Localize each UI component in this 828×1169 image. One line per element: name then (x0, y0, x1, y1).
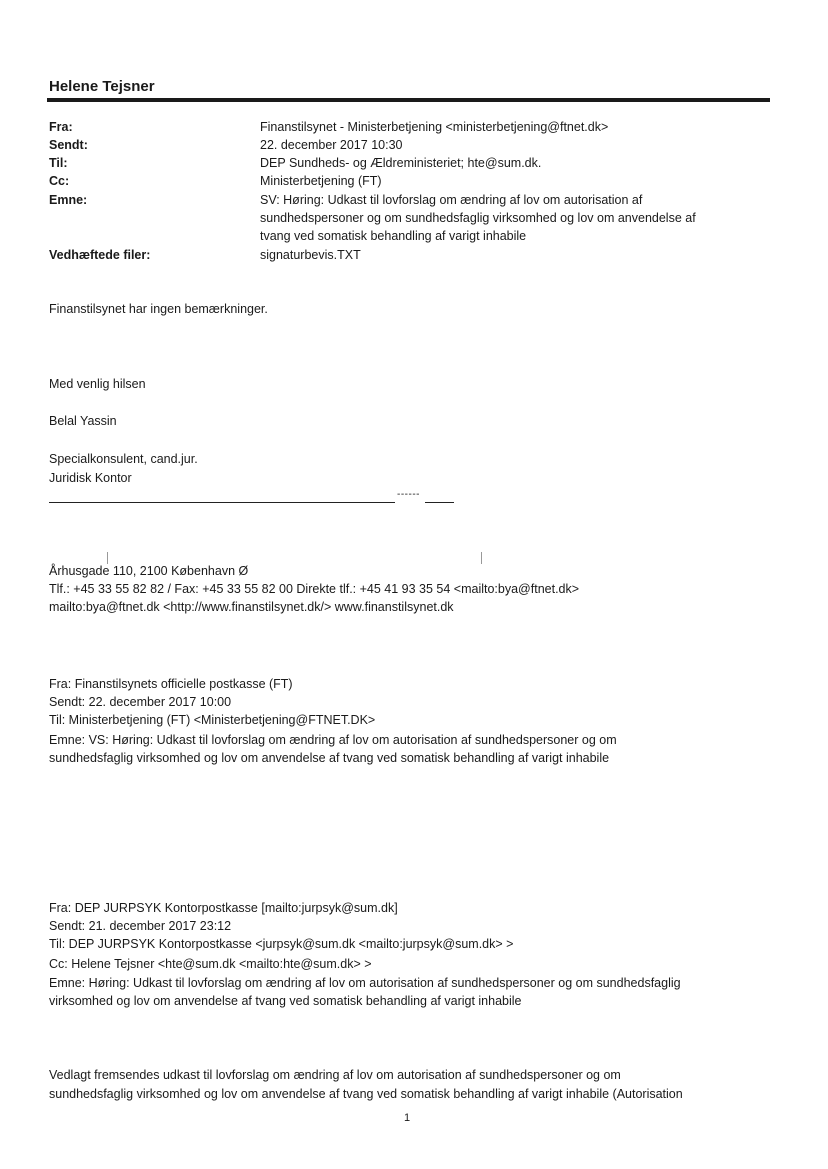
signer-title: Specialkonsulent, cand.jur. (49, 452, 198, 466)
fwd2-emne-line-2: virksomhed og lov om anvendelse af tvang ved somatisk behandling af varigt inhabile (49, 994, 522, 1008)
attachments-label: Vedhæftede filer: (49, 248, 151, 262)
signature-divider-tail (425, 502, 454, 503)
fra-value: Finanstilsynet - Ministerbetjening <ministerbetjening@ftnet.dk> (260, 120, 609, 134)
signature-divider (49, 502, 395, 503)
til-value: DEP Sundheds- og Ældreministeriet; hte@sum.dk. (260, 156, 542, 170)
fwd2-cc: Cc: Helene Tejsner <hte@sum.dk <mailto:hte@sum.dk> > (49, 957, 372, 971)
fwd1-emne-line-2: sundhedsfaglig virksomhed og lov om anvendelse af tvang ved somatisk behandling af varigt inhabile (49, 751, 610, 765)
phone-line: Tlf.: +45 33 55 82 82 / Fax: +45 33 55 82 00 Direkte tlf.: +45 41 93 35 54 <mailto:bya@ftnet.dk> (49, 582, 580, 596)
fwd2-fra: Fra: DEP JURPSYK Kontorpostkasse [mailto:jurpsyk@sum.dk] (49, 901, 398, 915)
fwd2-sendt: Sendt: 21. december 2017 23:12 (49, 919, 232, 933)
header-divider (47, 98, 770, 102)
page-number: 1 (404, 1112, 411, 1124)
fwd2-til: Til: DEP JURPSYK Kontorpostkasse <jurpsyk@sum.dk <mailto:jurpsyk@sum.dk> > (49, 937, 514, 951)
fwd1-emne-line-1: Emne: VS: Høring: Udkast til lovforslag om ændring af lov om autorisation af sundhedspersoner og om (49, 733, 617, 747)
fwd1-sendt: Sendt: 22. december 2017 10:00 (49, 695, 232, 709)
closing-line-2: sundhedsfaglig virksomhed og lov om anvendelse af tvang ved somatisk behandling af varigt inhabile (Autorisation (49, 1087, 683, 1101)
closing-line-1: Vedlagt fremsendes udkast til lovforslag om ændring af lov om autorisation af sundhedspersoner og om (49, 1068, 621, 1082)
signer-department: Juridisk Kontor (49, 471, 132, 485)
fwd1-til: Til: Ministerbetjening (FT) <Ministerbetjening@FTNET.DK> (49, 713, 376, 727)
emne-line-2: sundhedspersoner og om sundhedsfaglig virksomhed og lov om anvendelse af (260, 211, 696, 225)
emne-label: Emne: (49, 193, 88, 207)
address: Århusgade 110, 2100 København Ø (49, 564, 249, 578)
cc-label: Cc: (49, 174, 70, 188)
sendt-label: Sendt: (49, 138, 88, 152)
fra-label: Fra: (49, 120, 73, 134)
fwd1-fra: Fra: Finanstilsynets officielle postkasse (FT) (49, 677, 293, 691)
signature-dashes: ------ (397, 489, 420, 500)
sendt-value: 22. december 2017 10:30 (260, 138, 403, 152)
til-label: Til: (49, 156, 68, 170)
attachment-file: signaturbevis.TXT (260, 248, 361, 262)
statement: Finanstilsynet har ingen bemærkninger. (49, 302, 268, 316)
cc-value: Ministerbetjening (FT) (260, 174, 382, 188)
emne-line-3: tvang ved somatisk behandling af varigt inhabile (260, 229, 527, 243)
web-line: mailto:bya@ftnet.dk <http://www.finanstilsynet.dk/> www.finanstilsynet.dk (49, 600, 454, 614)
sender-name: Helene Tejsner (49, 78, 155, 95)
greeting: Med venlig hilsen (49, 377, 146, 391)
scan-mark (481, 552, 482, 564)
emne-line-1: SV: Høring: Udkast til lovforslag om ændring af lov om autorisation af (260, 193, 643, 207)
fwd2-emne-line-1: Emne: Høring: Udkast til lovforslag om ændring af lov om autorisation af sundhedspersoner og om sundhedsfaglig (49, 976, 681, 990)
signer-name: Belal Yassin (49, 414, 117, 428)
